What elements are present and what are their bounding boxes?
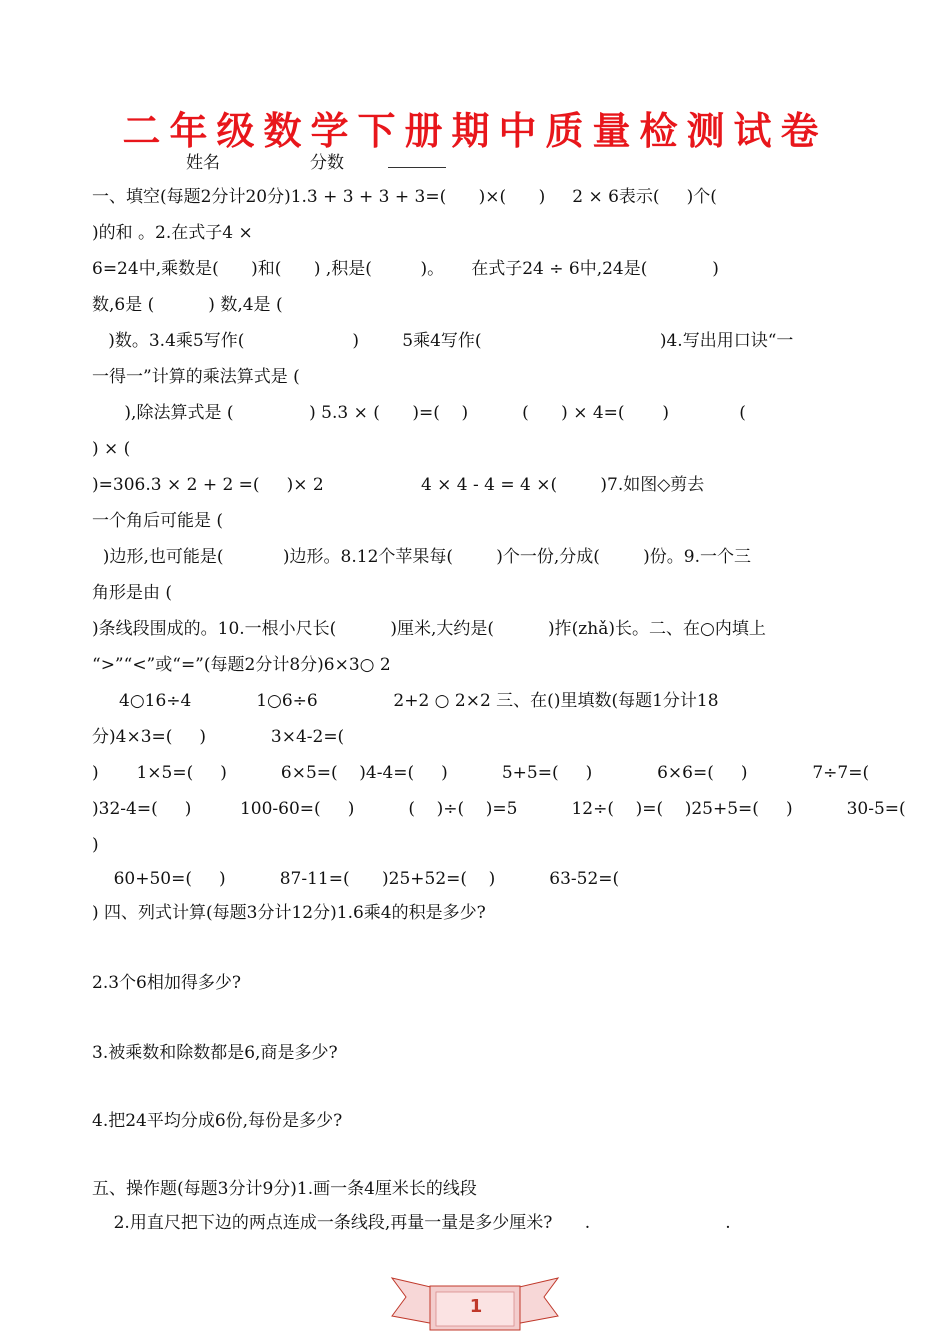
name-label: 姓名 [186, 153, 220, 173]
text-line: 一个角后可能是 ( [92, 511, 224, 531]
text-line: 2.用直尺把下边的两点连成一条线段,再量一量是多少厘米? . . [92, 1213, 731, 1233]
text-line: 6=24中,乘数是( )和( ) ,积是( )。 在式子24 ÷ 6中,24是( ) [92, 259, 719, 279]
text-line: 2.3个6相加得多少? [92, 973, 241, 993]
text-line: 一、填空(每题2分计20分)1.3 + 3 + 3 + 3=( )×( ) 2 × 6表示( )个( [92, 187, 717, 207]
text-line: )的和 。2.在式子4 × [92, 223, 253, 243]
text-line: “>”“<”或“=”(每题2分计8分)6×3○ 2 [92, 655, 391, 675]
text-line: 数,6是 ( ) 数,4是 ( [92, 295, 283, 315]
text-line: 分)4×3=( ) 3×4-2=( [92, 727, 345, 747]
exam-title: 二年级数学下册期中质量检测试卷 [122, 109, 828, 153]
student-info [186, 152, 446, 174]
text-line: ),除法算式是 ( ) 5.3 × ( )=( ) ( ) × 4=( ) ( [92, 403, 746, 423]
page-number: 1 [469, 1296, 483, 1317]
text-line: 4○16÷4 1○6÷6 2+2 ○ 2×2 三、在()里填数(每题1分计18 [92, 691, 719, 711]
text-line: 角形是由 ( [92, 583, 173, 603]
text-line: 五、操作题(每题3分计9分)1.画一条4厘米长的线段 [92, 1179, 477, 1199]
text-line: ) × ( [92, 439, 131, 459]
text-line: )边形,也可能是( )边形。8.12个苹果每( )个一份,分成( )份。9.一个三 [92, 547, 752, 567]
score-blank [388, 153, 446, 168]
text-line: 60+50=( ) 87-11=( )25+52=( ) 63-52=( [92, 869, 620, 889]
text-line: )=306.3 × 2 + 2 =( )× 2 4 × 4 - 4 = 4 ×( )7.如图◇剪去 [92, 475, 705, 495]
text-line: 3.被乘数和除数都是6,商是多少? [92, 1043, 338, 1063]
score-label: 分数 [310, 153, 344, 173]
text-line: ) [92, 835, 99, 855]
text-line: 一得一”计算的乘法算式是 ( [92, 367, 300, 387]
text-line: ) 四、列式计算(每题3分计12分)1.6乘4的积是多少? [92, 903, 486, 923]
text-line: )数。3.4乘5写作( ) 5乘4写作( )4.写出用口诀“一 [92, 331, 794, 351]
text-line: )条线段围成的。10.一根小尺长( )厘米,大约是( )拃(zhǎ)长。二、在○内填上 [92, 619, 766, 639]
text-line: ) 1×5=( ) 6×5=( )4-4=( ) 5+5=( ) 6×6=( ) 7÷7=( [92, 763, 870, 783]
text-line: )32-4=( ) 100-60=( ) ( )÷( )=5 12÷( )=( )25+5=( ) 30-5=( [92, 799, 906, 819]
text-line: 4.把24平均分成6份,每份是多少? [92, 1111, 343, 1131]
